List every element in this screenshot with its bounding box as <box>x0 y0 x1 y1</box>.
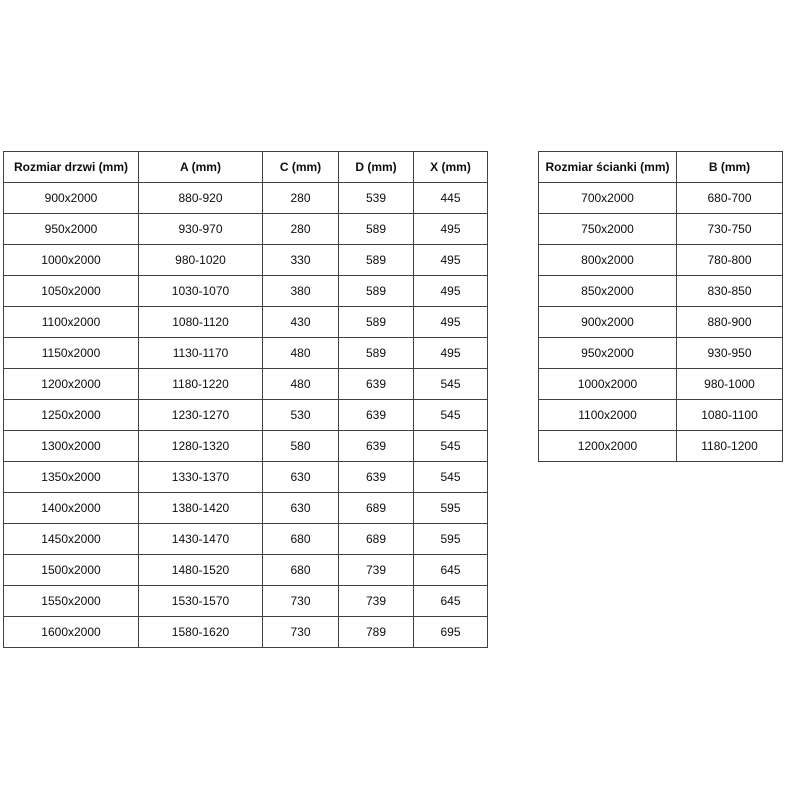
table-row <box>4 400 488 431</box>
table-row <box>539 369 783 400</box>
table-cell: 750x2000 <box>539 214 677 245</box>
table-row <box>539 307 783 338</box>
door-sizes-table <box>3 151 488 648</box>
table-cell: 639 <box>339 431 414 462</box>
table-row <box>4 555 488 586</box>
table-row <box>539 214 783 245</box>
table-cell: 789 <box>339 617 414 648</box>
table-cell: 950x2000 <box>4 214 139 245</box>
table-cell: 830-850 <box>677 276 783 307</box>
table-cell: 539 <box>339 183 414 214</box>
table-cell: 1130-1170 <box>139 338 263 369</box>
table-cell: 680 <box>263 524 339 555</box>
table-cell: 545 <box>414 369 488 400</box>
table-cell: 1180-1200 <box>677 431 783 462</box>
table-row <box>4 214 488 245</box>
table-row <box>539 400 783 431</box>
table-cell: 730 <box>263 586 339 617</box>
column-header: A (mm) <box>139 152 263 183</box>
table-cell: 850x2000 <box>539 276 677 307</box>
table-cell: 1280-1320 <box>139 431 263 462</box>
table-cell: 630 <box>263 493 339 524</box>
table-cell: 495 <box>414 338 488 369</box>
column-header: D (mm) <box>339 152 414 183</box>
table-cell: 1000x2000 <box>539 369 677 400</box>
table-cell: 480 <box>263 369 339 400</box>
table-cell: 430 <box>263 307 339 338</box>
table-cell: 880-920 <box>139 183 263 214</box>
table-cell: 445 <box>414 183 488 214</box>
table-cell: 1250x2000 <box>4 400 139 431</box>
table-cell: 1600x2000 <box>4 617 139 648</box>
table-cell: 1000x2000 <box>4 245 139 276</box>
table-cell: 645 <box>414 586 488 617</box>
table-cell: 280 <box>263 183 339 214</box>
table-cell: 380 <box>263 276 339 307</box>
table-cell: 589 <box>339 338 414 369</box>
table-row <box>4 524 488 555</box>
table-cell: 1580-1620 <box>139 617 263 648</box>
column-header: Rozmiar drzwi (mm) <box>4 152 139 183</box>
table-cell: 680 <box>263 555 339 586</box>
column-header: X (mm) <box>414 152 488 183</box>
table-cell: 280 <box>263 214 339 245</box>
table-cell: 545 <box>414 431 488 462</box>
table-cell: 495 <box>414 245 488 276</box>
table-header-row <box>539 152 783 183</box>
table-cell: 930-970 <box>139 214 263 245</box>
table-cell: 330 <box>263 245 339 276</box>
table-row <box>4 183 488 214</box>
table-cell: 689 <box>339 493 414 524</box>
wall-sizes-table <box>538 151 783 462</box>
table-row <box>4 276 488 307</box>
table-cell: 930-950 <box>677 338 783 369</box>
table-row <box>4 307 488 338</box>
table-cell: 639 <box>339 400 414 431</box>
table-row <box>4 462 488 493</box>
table-cell: 1400x2000 <box>4 493 139 524</box>
table-cell: 1500x2000 <box>4 555 139 586</box>
table-cell: 695 <box>414 617 488 648</box>
table-cell: 800x2000 <box>539 245 677 276</box>
column-header: B (mm) <box>677 152 783 183</box>
table-header-row <box>4 152 488 183</box>
table-cell: 780-800 <box>677 245 783 276</box>
table-cell: 880-900 <box>677 307 783 338</box>
table-row <box>4 586 488 617</box>
table-cell: 1050x2000 <box>4 276 139 307</box>
table-cell: 589 <box>339 214 414 245</box>
table-cell: 645 <box>414 555 488 586</box>
table-row <box>539 431 783 462</box>
table-cell: 730-750 <box>677 214 783 245</box>
table-row <box>539 183 783 214</box>
table-row <box>4 245 488 276</box>
table-cell: 589 <box>339 276 414 307</box>
table-cell: 1030-1070 <box>139 276 263 307</box>
table-cell: 1080-1120 <box>139 307 263 338</box>
table-cell: 530 <box>263 400 339 431</box>
table-cell: 1380-1420 <box>139 493 263 524</box>
table-cell: 730 <box>263 617 339 648</box>
table-cell: 495 <box>414 307 488 338</box>
table-row <box>539 245 783 276</box>
table-cell: 1430-1470 <box>139 524 263 555</box>
table-cell: 630 <box>263 462 339 493</box>
table-cell: 639 <box>339 462 414 493</box>
table-cell: 545 <box>414 400 488 431</box>
table-cell: 739 <box>339 586 414 617</box>
table-cell: 589 <box>339 307 414 338</box>
table-cell: 1200x2000 <box>4 369 139 400</box>
table-cell: 1200x2000 <box>539 431 677 462</box>
table-cell: 595 <box>414 524 488 555</box>
table-cell: 595 <box>414 493 488 524</box>
table-cell: 639 <box>339 369 414 400</box>
table-cell: 545 <box>414 462 488 493</box>
table-cell: 980-1000 <box>677 369 783 400</box>
table-cell: 1230-1270 <box>139 400 263 431</box>
table-cell: 1300x2000 <box>4 431 139 462</box>
table-cell: 900x2000 <box>539 307 677 338</box>
table-cell: 700x2000 <box>539 183 677 214</box>
table-row <box>4 369 488 400</box>
table-cell: 1330-1370 <box>139 462 263 493</box>
table-cell: 1480-1520 <box>139 555 263 586</box>
table-cell: 1080-1100 <box>677 400 783 431</box>
table-row <box>4 338 488 369</box>
column-header: C (mm) <box>263 152 339 183</box>
table-cell: 739 <box>339 555 414 586</box>
table-cell: 495 <box>414 214 488 245</box>
table-row <box>539 276 783 307</box>
table-row <box>4 493 488 524</box>
table-cell: 1100x2000 <box>539 400 677 431</box>
table-cell: 1180-1220 <box>139 369 263 400</box>
table-cell: 680-700 <box>677 183 783 214</box>
table-cell: 1530-1570 <box>139 586 263 617</box>
table-cell: 980-1020 <box>139 245 263 276</box>
table-cell: 900x2000 <box>4 183 139 214</box>
table-row <box>4 617 488 648</box>
column-header: Rozmiar ścianki (mm) <box>539 152 677 183</box>
table-cell: 580 <box>263 431 339 462</box>
table-cell: 689 <box>339 524 414 555</box>
table-cell: 1350x2000 <box>4 462 139 493</box>
table-row <box>4 431 488 462</box>
table-cell: 1550x2000 <box>4 586 139 617</box>
table-cell: 589 <box>339 245 414 276</box>
table-cell: 1450x2000 <box>4 524 139 555</box>
table-cell: 480 <box>263 338 339 369</box>
table-cell: 1100x2000 <box>4 307 139 338</box>
table-cell: 950x2000 <box>539 338 677 369</box>
table-row <box>539 338 783 369</box>
table-cell: 495 <box>414 276 488 307</box>
table-cell: 1150x2000 <box>4 338 139 369</box>
